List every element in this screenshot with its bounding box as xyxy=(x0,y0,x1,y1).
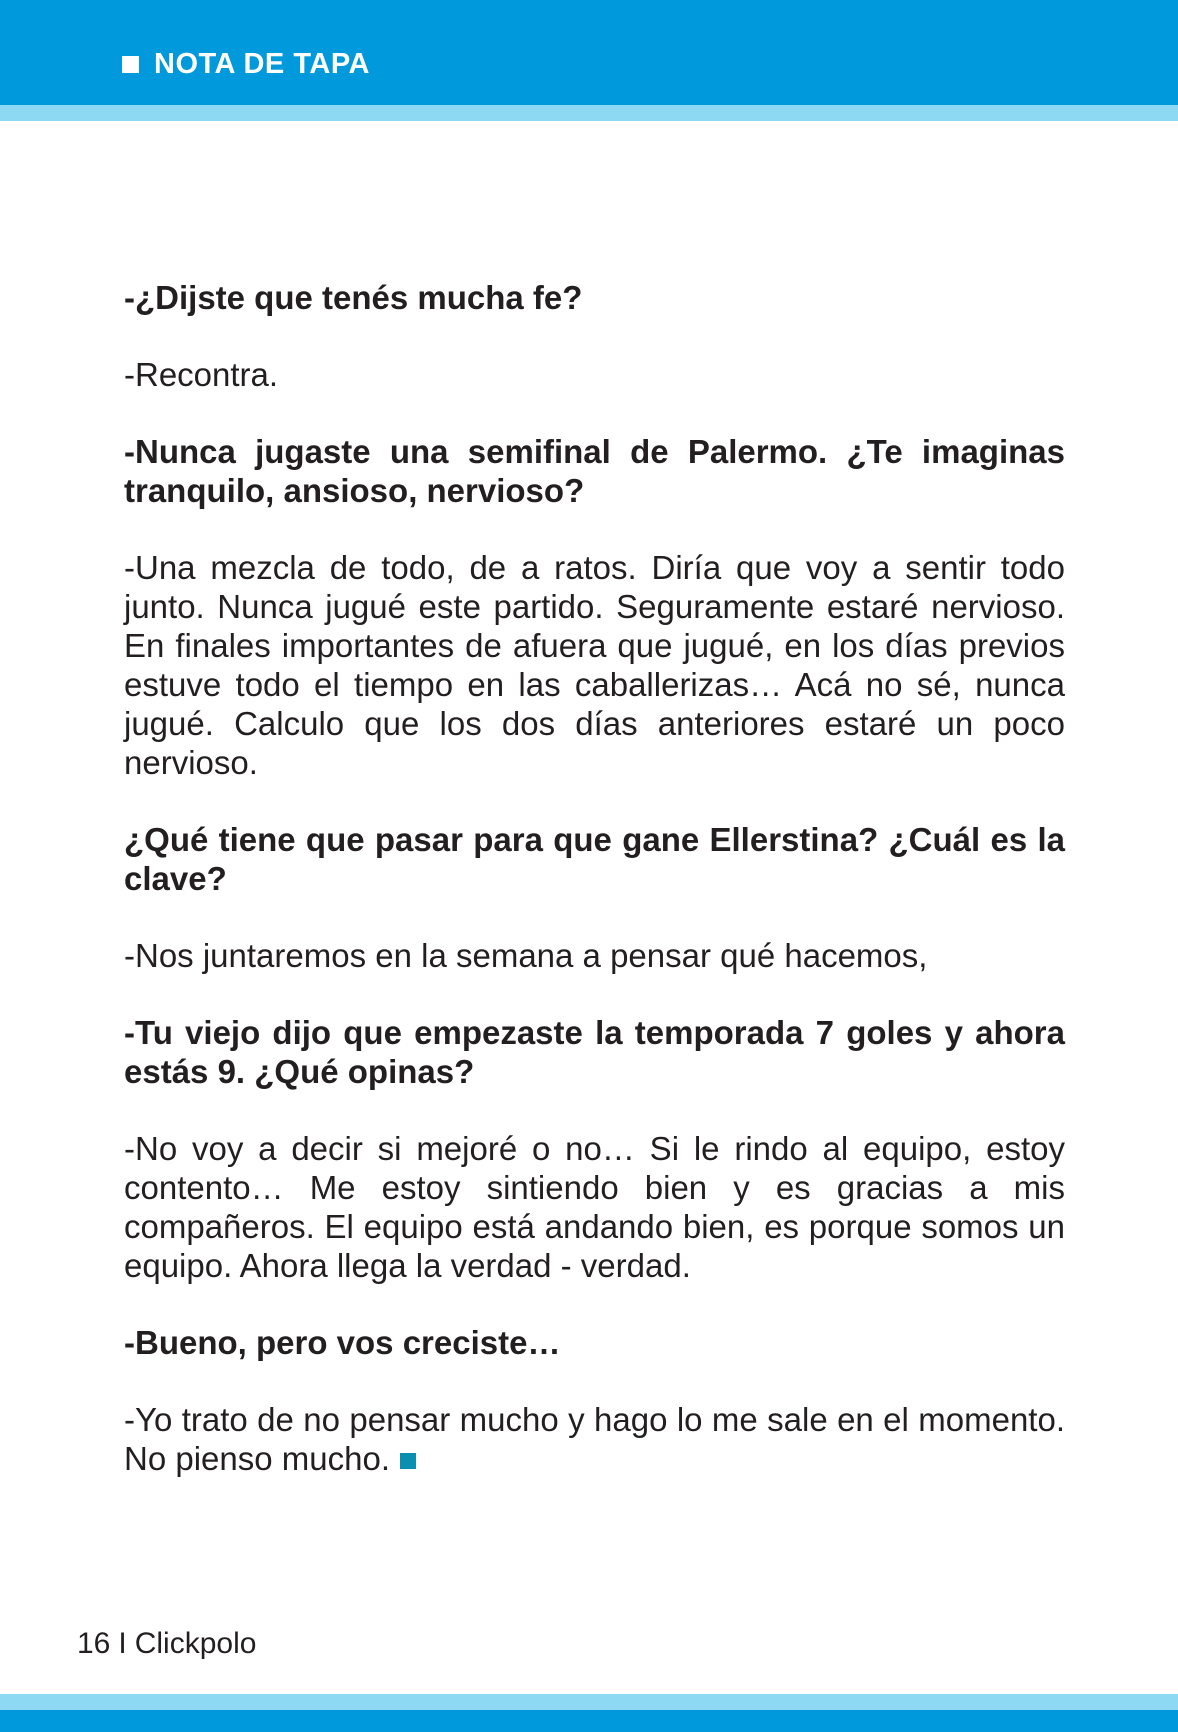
publication-name: Clickpolo xyxy=(134,1627,257,1660)
interview-answer: -Recontra. xyxy=(124,356,279,393)
page-folio xyxy=(77,1626,256,1662)
end-of-article-icon xyxy=(400,1453,416,1469)
page-number: 16 xyxy=(77,1627,111,1660)
footer-band xyxy=(0,1710,1178,1732)
final-answer-text: -Yo trato de no pensar mucho y hago lo me sale en el momento. No pienso mucho. xyxy=(124,1401,1065,1477)
interview-question: -Nunca jugaste una semifinal de Palermo. ¿Te imaginas tranquilo, ansioso, nervioso? xyxy=(124,433,1065,509)
interview-question: -¿Dijste que tenés mucha fe? xyxy=(124,279,583,316)
interview-question: -Tu viejo dijo que empezaste la temporada 7 goles y ahora estás 9. ¿Qué opinas? xyxy=(124,1014,1065,1090)
footer-stripe xyxy=(0,1694,1178,1710)
interview-answer: -No voy a decir si mejoré o no… Si le rindo al equipo, estoy contento… Me estoy sintiendo bien y es gracias a mis compañeros. El equipo está andando bien, es porque somos un equipo. Ahora llega la verdad - verdad. xyxy=(124,1130,1065,1284)
interview-article xyxy=(124,278,1065,1516)
interview-answer-final xyxy=(124,1400,1065,1478)
interview-answer: -Nos juntaremos en la semana a pensar qué hacemos, xyxy=(124,937,928,974)
section-label xyxy=(122,50,370,79)
section-label-text: NOTA DE TAPA xyxy=(154,48,370,80)
header-stripe xyxy=(0,105,1178,121)
folio-separator: I xyxy=(118,1627,127,1660)
interview-question: ¿Qué tiene que pasar para que gane Ellerstina? ¿Cuál es la clave? xyxy=(124,821,1065,897)
square-bullet-icon xyxy=(122,56,139,73)
interview-answer: -Una mezcla de todo, de a ratos. Diría que voy a sentir todo junto. Nunca jugué este partido. Seguramente estaré nervioso. En finales importantes de afuera que jugué, en los días previos estuve todo el tiempo en las caballerizas… Acá no sé, nunca jugué. Calculo que los dos días anteriores estaré un poco nervioso. xyxy=(124,549,1065,781)
interview-question: -Bueno, pero vos creciste… xyxy=(124,1324,561,1361)
